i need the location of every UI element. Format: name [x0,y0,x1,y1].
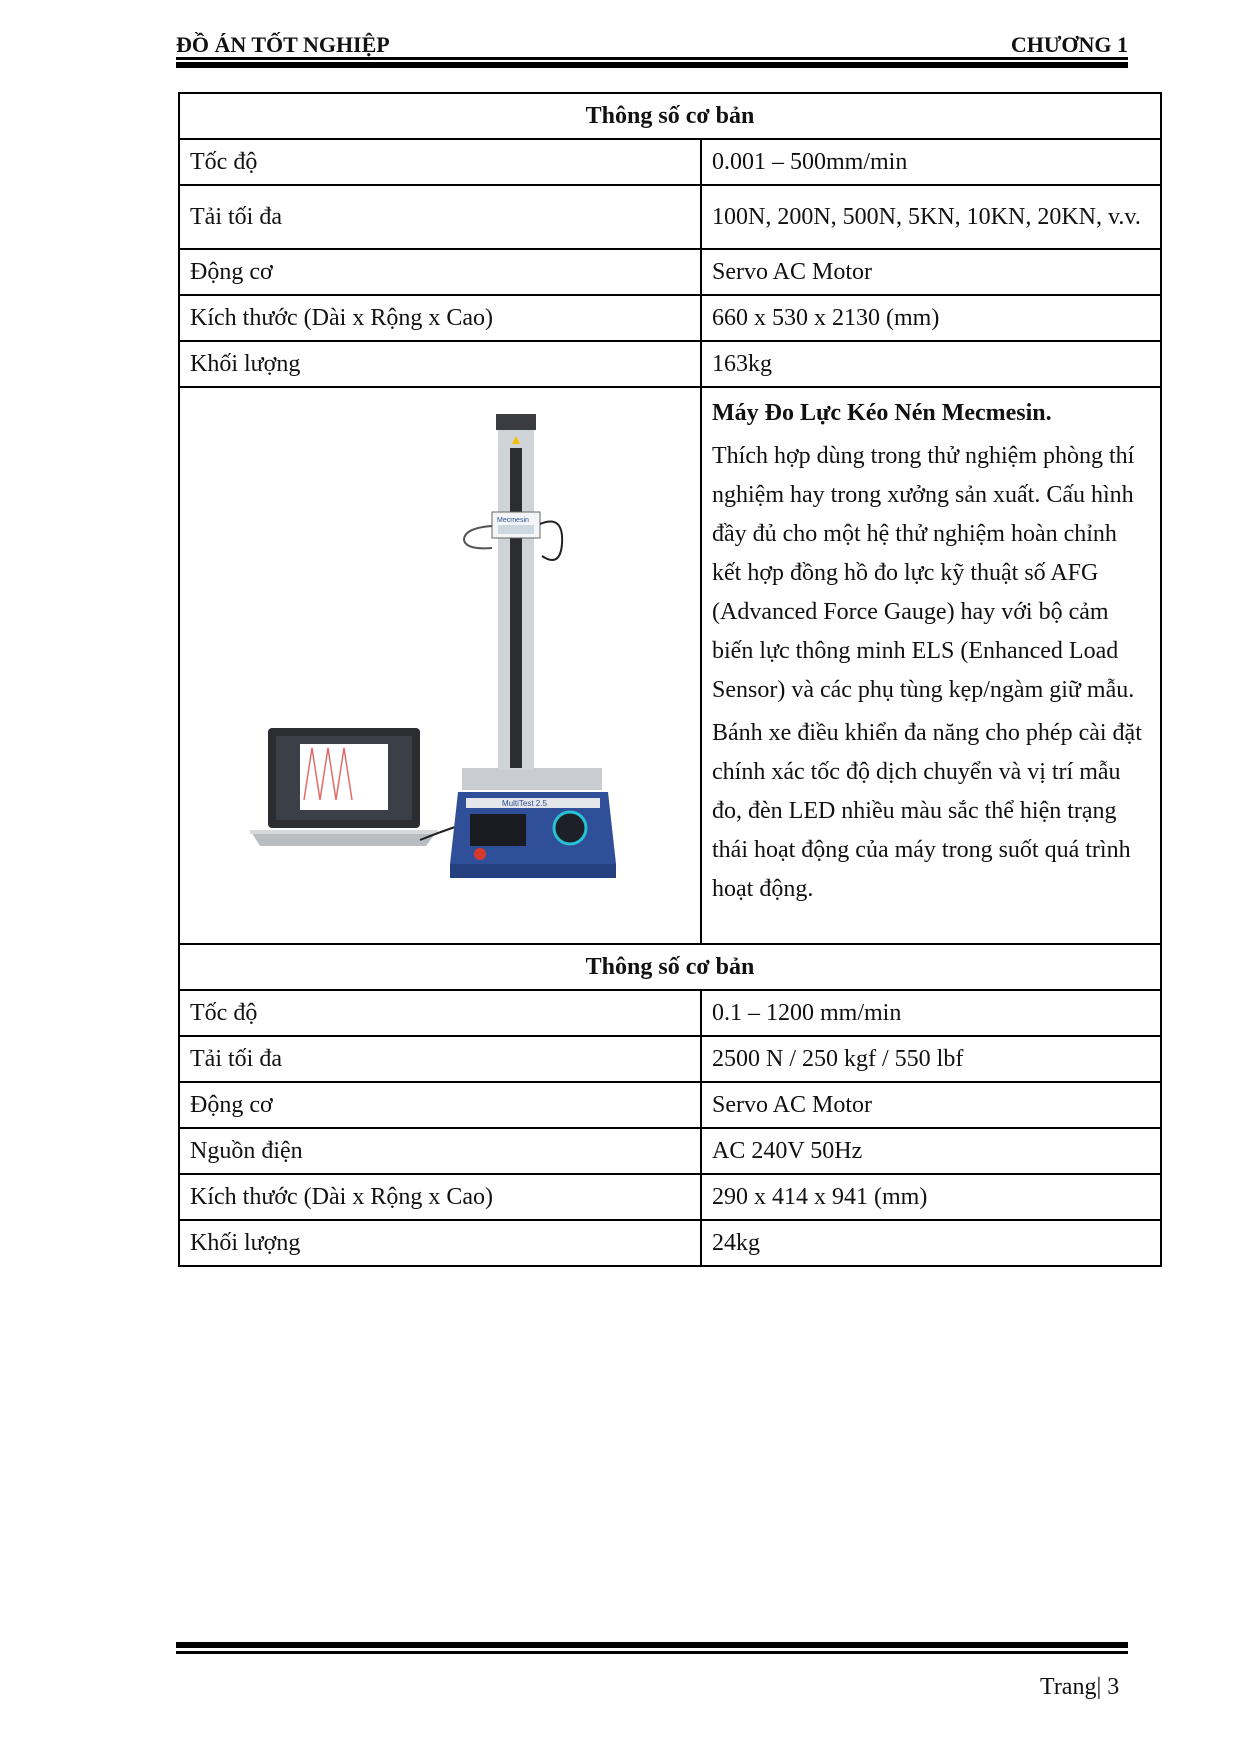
tester-column [496,414,536,770]
table-row [179,295,1161,341]
table-row [179,249,1161,295]
header-rule-thick [176,62,1128,68]
spec-key: Khối lượng [179,1220,701,1266]
spec-key: Động cơ [179,1082,701,1128]
laptop-icon [250,728,438,846]
tensile-tester-image [180,388,680,936]
spec-value: Servo AC Motor [701,1082,1161,1128]
product-image-cell [179,387,701,944]
table2-heading: Thông số cơ bản [179,944,1161,990]
spec-value: 290 x 414 x 941 (mm) [701,1174,1161,1220]
spec-value: 0.001 – 500mm/min [701,139,1161,185]
table-row [179,1220,1161,1266]
spec-value: 2500 N / 250 kgf / 550 lbf [701,1036,1161,1082]
spec-value: 100N, 200N, 500N, 5KN, 10KN, 20KN, v.v. [701,185,1161,249]
footer-rule-thin [176,1651,1128,1654]
product-description-cell [701,387,1161,944]
table-row [179,139,1161,185]
spec-key: Nguồn điện [179,1128,701,1174]
spec-value: 660 x 530 x 2130 (mm) [701,295,1161,341]
product-paragraph-2: Bánh xe điều khiển đa năng cho phép cài đặt chính xác tốc độ dịch chuyển và vị trí mẫu đo, đèn LED nhiều màu sắc thể hiện trạng thái hoạt động của máy trong suốt quá trình hoạt động. [712,720,1142,902]
table-row [179,990,1161,1036]
base-model-label: MultiTest 2.5 [502,799,547,808]
gauge-brand-label: Mecmesin [497,517,529,524]
table1-heading: Thông số cơ bản [179,93,1161,139]
spec-key: Tốc độ [179,139,701,185]
spec-value: 24kg [701,1220,1161,1266]
table-row [179,1128,1161,1174]
spec-key: Kích thước (Dài x Rộng x Cao) [179,295,701,341]
spec-value: Servo AC Motor [701,249,1161,295]
product-title: Máy Đo Lực Kéo Nén Mecmesin. [712,400,1052,426]
document-title: ĐỒ ÁN TỐT NGHIỆP [176,32,390,57]
table-row [179,1036,1161,1082]
header-rule-thin [176,57,1128,60]
product-paragraph-1: Thích hợp dùng trong thử nghiệm phòng thí nghiệm hay trong xưởng sản xuất. Cấu hình đầy đủ cho một hệ thử nghiệm hoàn chỉnh kết hợp đồng hồ đo lực kỹ thuật số AFG (Advanced Force Gauge) hay với bộ cảm biến lực thông minh ELS (Enhanced Load Sensor) và các phụ tùng kẹp/ngàm giữ mẫu. [712,443,1135,703]
table-row [179,341,1161,387]
spec-value: 163kg [701,341,1161,387]
spec-value: AC 240V 50Hz [701,1128,1161,1174]
chapter-title: CHƯƠNG 1 [1010,32,1128,57]
footer-rule-thick [176,1642,1128,1648]
spec-key: Tải tối đa [179,1036,701,1082]
spec-key: Động cơ [179,249,701,295]
tester-base [450,792,616,878]
table-row [179,185,1161,249]
spec-table [178,92,1162,1267]
table-row [179,1082,1161,1128]
product-row [179,387,1161,944]
spec-key: Kích thước (Dài x Rộng x Cao) [179,1174,701,1220]
page-number: Trang| 3 [1040,1674,1120,1700]
spec-value: 0.1 – 1200 mm/min [701,990,1161,1036]
table-row [179,1174,1161,1220]
spec-key: Tốc độ [179,990,701,1036]
spec-key: Tải tối đa [179,185,701,249]
table-row [179,944,1161,990]
spec-key: Khối lượng [179,341,701,387]
table-row [179,93,1161,139]
